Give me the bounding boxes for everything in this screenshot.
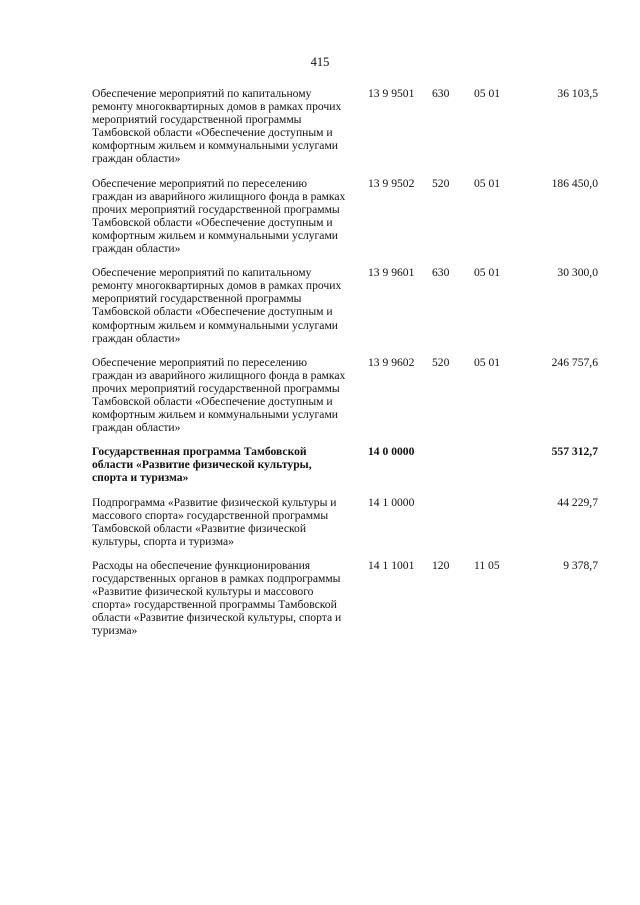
row-amount: 557 312,7 xyxy=(551,445,598,459)
row-section: 05 01 xyxy=(474,266,501,280)
row-amount: 9 378,7 xyxy=(563,558,598,572)
row-amount: 246 757,6 xyxy=(551,355,598,369)
row-target-code: 13 9 9602 xyxy=(368,355,415,369)
row-section: 05 01 xyxy=(474,355,501,369)
row-target-code: 14 1 0000 xyxy=(368,495,415,509)
table-row xyxy=(92,177,598,256)
row-expense-type: 520 xyxy=(432,355,450,369)
row-amount: 30 300,0 xyxy=(557,266,598,280)
row-description: Государственная программа Тамбовской области «Развитие физической культуры, спорта и туризма» xyxy=(92,445,312,485)
row-description: Обеспечение мероприятий по капитальному ремонту многоквартирных домов в рамках прочих мероприятий государственной программы Тамбовской области «Обеспечение доступным и комфортным жильем и коммунальными услугами граждан области» xyxy=(92,87,342,166)
row-amount: 36 103,5 xyxy=(557,87,598,100)
table-row xyxy=(92,496,598,548)
row-target-code: 13 9 9601 xyxy=(368,266,415,280)
row-amount: 44 229,7 xyxy=(557,495,598,509)
table-row xyxy=(92,87,598,166)
budget-table xyxy=(92,87,598,648)
table-row xyxy=(92,445,598,484)
table-row xyxy=(92,356,598,435)
row-target-code: 14 0 0000 xyxy=(368,445,415,459)
row-expense-type: 520 xyxy=(432,176,450,190)
row-target-code: 13 9 9502 xyxy=(368,176,415,190)
row-description: Обеспечение мероприятий по переселению граждан из аварийного жилищного фонда в рамках прочих мероприятий государственной программы Тамбовской области «Обеспечение доступным и комфортным жильем и коммунальными услугами граждан области» xyxy=(92,355,346,435)
row-expense-type: 630 xyxy=(432,266,450,280)
row-amount: 186 450,0 xyxy=(551,176,598,190)
row-description: Расходы на обеспечение функционирования государственных органов в рамках подпрограммы «Развитие физической культуры и массового спорта» государственной программы Тамбовской области «Развитие физической культуры, спорта и туризма» xyxy=(92,558,342,638)
row-description: Обеспечение мероприятий по капитальному ремонту многоквартирных домов в рамках прочих мероприятий государственной программы Тамбовской области «Обеспечение доступным и комфортным жильем и коммунальными услугами граждан области» xyxy=(92,266,342,345)
row-expense-type: 630 xyxy=(432,87,450,100)
row-target-code: 14 1 1001 xyxy=(368,558,415,572)
row-section: 05 01 xyxy=(474,87,501,100)
page-number: 415 xyxy=(310,55,330,69)
row-section: 11 05 xyxy=(474,558,500,572)
row-section: 05 01 xyxy=(474,176,501,190)
table-row xyxy=(92,559,598,638)
row-description: Обеспечение мероприятий по переселению граждан из аварийного жилищного фонда в рамках прочих мероприятий государственной программы Тамбовской области «Обеспечение доступным и комфортным жильем и коммунальными услугами граждан области» xyxy=(92,176,346,256)
row-description: Подпрограмма «Развитие физической культуры и массового спорта» государственной программы Тамбовской области «Развитие физической культуры, спорта и туризма» xyxy=(92,495,337,548)
row-expense-type: 120 xyxy=(432,558,450,572)
row-target-code: 13 9 9501 xyxy=(368,87,415,100)
table-row xyxy=(92,266,598,345)
